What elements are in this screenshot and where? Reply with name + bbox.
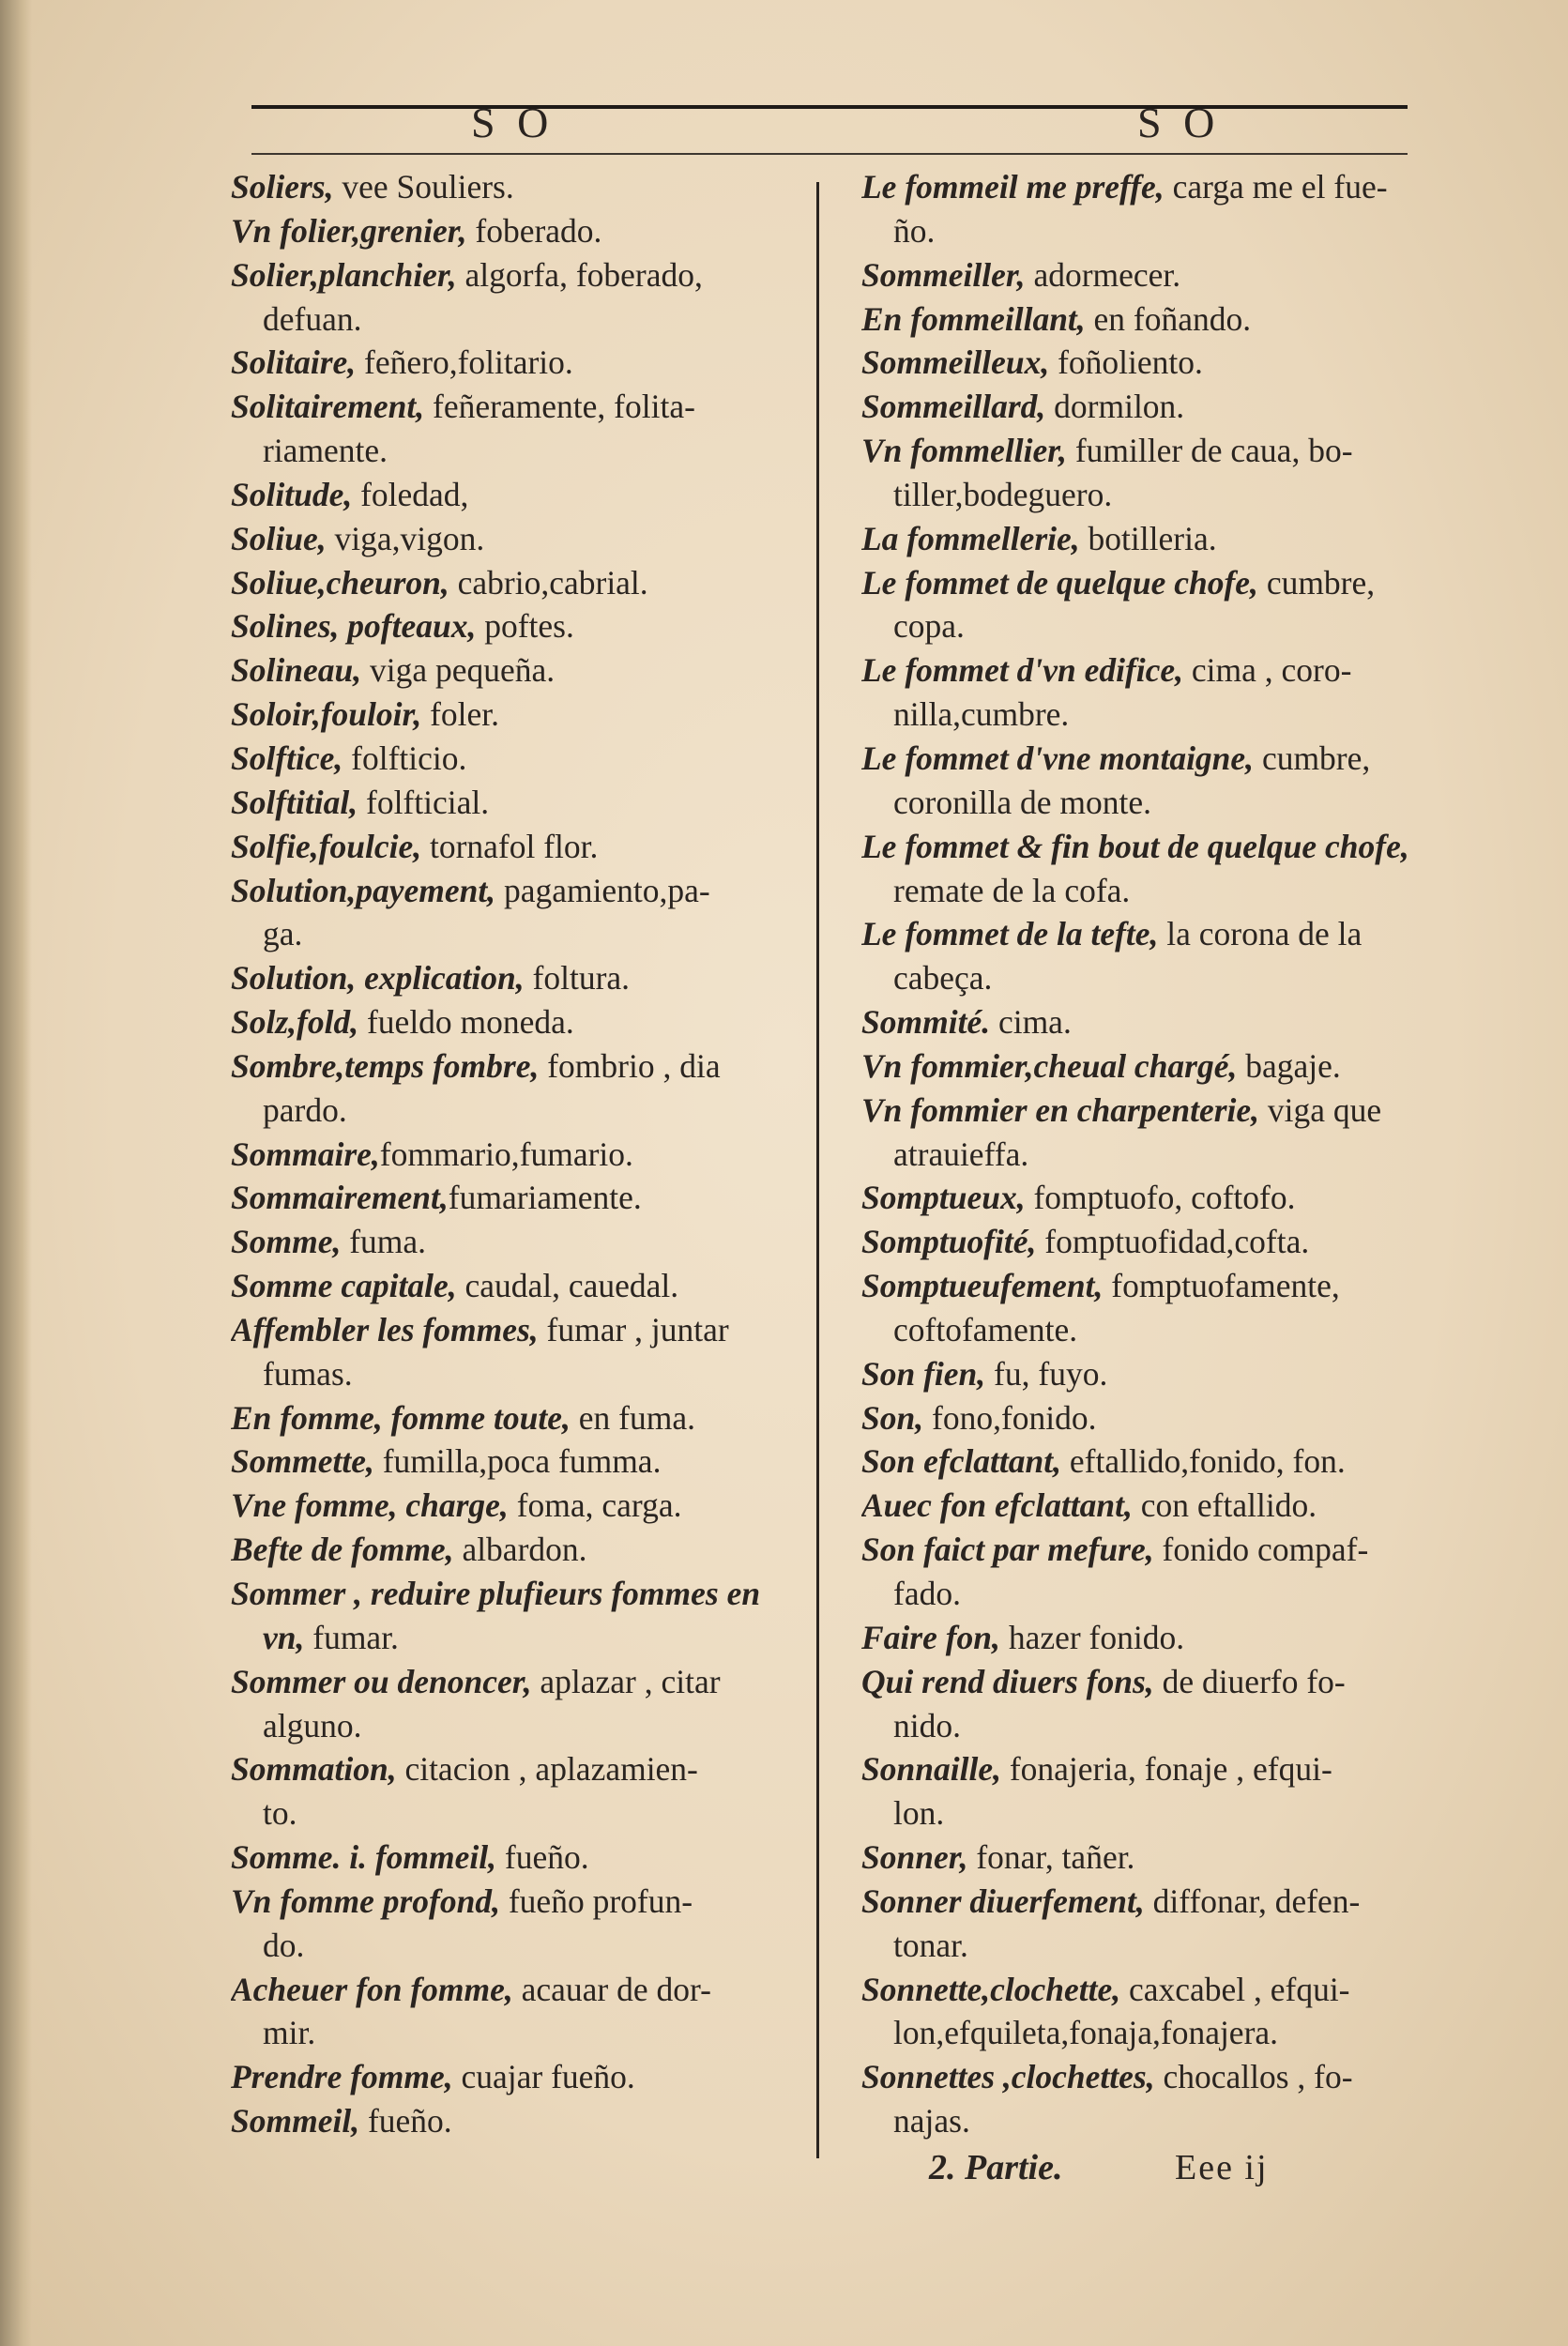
dictionary-entry	[861, 1396, 1434, 1440]
entry-headword: Sommette,	[231, 1442, 374, 1481]
entry-definition: viga,vigon.	[326, 519, 485, 557]
dictionary-entry	[861, 1176, 1434, 1220]
entry-definition: fomptuofo, coftofo.	[1025, 1179, 1296, 1217]
entry-definition: lon,efquileta,fonaja,fonajera.	[893, 2014, 1279, 2052]
dictionary-entry	[861, 561, 1434, 605]
entry-definition: folfticio.	[343, 739, 467, 777]
entry-definition: tiller,bodeguero.	[893, 475, 1113, 513]
entry-definition: cima , coro-	[1183, 651, 1352, 690]
entry-definition: en fuma.	[570, 1398, 695, 1437]
entry-definition: cabrio,cabrial.	[449, 563, 648, 602]
entry-definition: en foñando.	[1085, 299, 1252, 338]
dictionary-entry	[231, 253, 803, 297]
dictionary-entry	[231, 737, 803, 781]
entry-continuation	[231, 1616, 803, 1660]
entry-definition: carga me el fue-	[1164, 168, 1388, 206]
entry-definition: foma, carga.	[508, 1486, 682, 1525]
entry-continuation	[231, 1089, 803, 1133]
running-head-right: S O	[1137, 99, 1221, 146]
entry-definition: fueño.	[496, 1838, 589, 1877]
entry-definition: algorfa, foberado,	[456, 255, 703, 294]
entry-headword: Sommeiller,	[861, 255, 1026, 294]
entry-definition: botilleria.	[1079, 519, 1217, 557]
entry-definition: caudal, cauedal.	[456, 1267, 679, 1305]
entry-definition: aplazar , citar	[531, 1662, 721, 1700]
entry-headword: Sommité.	[861, 1003, 991, 1042]
entry-headword: Auec fon efclattant,	[861, 1486, 1133, 1525]
dictionary-entry	[861, 825, 1434, 869]
entry-definition: fumiller de caua, bo-	[1066, 432, 1353, 470]
entry-definition: riamente.	[263, 432, 388, 470]
entry-definition: fumariamente.	[448, 1179, 642, 1217]
entry-definition: mir.	[263, 2014, 316, 2052]
entry-headword: Sommairement,	[231, 1179, 449, 1217]
entry-headword: Qui rend diuers fons,	[861, 1662, 1154, 1700]
entry-definition: vee Souliers.	[333, 168, 514, 206]
dictionary-entry	[861, 429, 1434, 473]
dictionary-entry	[861, 1220, 1434, 1264]
dictionary-entry	[861, 2055, 1434, 2099]
entry-continuation	[861, 956, 1434, 1000]
entry-definition: foler.	[421, 695, 500, 734]
entry-headword: Sombre,temps fombre,	[231, 1046, 540, 1085]
entry-continuation	[861, 1133, 1434, 1177]
dictionary-entry	[861, 1836, 1434, 1880]
entry-continuation	[861, 1704, 1434, 1748]
entry-definition: copa.	[893, 607, 965, 646]
entry-continuation	[231, 912, 803, 956]
entry-definition: feñeramente, folita-	[424, 388, 695, 426]
dictionary-entry	[231, 1396, 803, 1440]
entry-definition: cumbre,	[1257, 563, 1376, 602]
entry-definition: coronilla de monte.	[893, 783, 1152, 821]
entry-headword: Solineau,	[231, 651, 362, 690]
dictionary-entry	[231, 1133, 803, 1177]
dictionary-entry	[231, 1528, 803, 1572]
entry-continuation	[861, 473, 1434, 517]
dictionary-entry	[231, 2099, 803, 2143]
dictionary-entry	[861, 1440, 1434, 1484]
entry-headword: Sonnettes ,clochettes,	[861, 2058, 1155, 2096]
dictionary-entry	[861, 385, 1434, 429]
entry-headword: Befte de fomme,	[231, 1531, 454, 1569]
entry-headword: Vn fommier en charpenterie,	[861, 1090, 1260, 1129]
entry-definition: folfticial.	[358, 783, 490, 821]
header-rule-thin	[251, 153, 1408, 155]
entry-definition: foberado.	[466, 211, 602, 250]
part-label: 2. Partie.	[929, 2148, 1063, 2187]
entry-headword: Somme. i. fommeil,	[231, 1838, 496, 1877]
entry-definition: fomptuofidad,cofta.	[1036, 1223, 1310, 1261]
dictionary-entry	[861, 1089, 1434, 1133]
entry-definition: pagamiento,pa-	[495, 871, 710, 909]
entry-definition: feñero,folitario.	[356, 343, 573, 382]
entry-headword: Le fommet d'vn edifice,	[861, 651, 1184, 690]
entry-continuation	[861, 1572, 1434, 1616]
left-column	[231, 165, 803, 2143]
entry-headword: Solier,planchier,	[231, 255, 457, 294]
entry-definition: fombrio , dia	[539, 1046, 721, 1085]
entry-definition: to.	[263, 1794, 297, 1833]
entry-headword: Son fien,	[861, 1354, 986, 1393]
entry-continuation	[231, 1924, 803, 1968]
dictionary-entry	[861, 165, 1434, 209]
dictionary-entry	[861, 1968, 1434, 2012]
dictionary-entry	[231, 825, 803, 869]
entry-definition: foltura.	[524, 959, 631, 998]
entry-definition: fumilla,poca fumma.	[373, 1442, 662, 1481]
entry-headword: Sommeil,	[231, 2102, 360, 2140]
entry-headword: En fomme, fomme toute,	[231, 1398, 571, 1437]
dictionary-entry	[231, 473, 803, 517]
entry-definition: fumar.	[304, 1618, 399, 1656]
entry-definition: hazer fonido.	[999, 1618, 1185, 1656]
dictionary-entry	[861, 297, 1434, 342]
entry-headword: Soliue,	[231, 519, 327, 557]
entry-definition: citacion , aplazamien-	[396, 1750, 698, 1789]
entry-definition: chocallos , fo-	[1154, 2058, 1353, 2096]
dictionary-entry	[861, 1000, 1434, 1044]
dictionary-entry	[231, 1836, 803, 1880]
entry-headword: Solfie,foulcie,	[231, 827, 422, 865]
entry-continuation	[861, 1791, 1434, 1836]
entry-headword: Le fommeil me preffe,	[861, 168, 1165, 206]
entry-headword: Sommer , reduire plufieurs fommes en	[231, 1575, 761, 1612]
dictionary-entry	[231, 1440, 803, 1484]
dictionary-entry	[231, 341, 803, 385]
entry-definition: pardo.	[263, 1090, 347, 1129]
entry-headword: Sonnette,clochette,	[861, 1970, 1121, 2008]
entry-definition: fomptuofamente,	[1103, 1267, 1340, 1305]
signature-mark: Eee ij	[1174, 2148, 1269, 2187]
entry-continuation	[861, 1308, 1434, 1352]
dictionary-entry	[861, 1660, 1434, 1704]
entry-definition: fumas.	[263, 1354, 353, 1393]
dictionary-entry	[231, 1484, 803, 1528]
dictionary-entry	[231, 869, 803, 913]
dictionary-entry	[231, 1000, 803, 1044]
entry-definition: fono,fonido.	[923, 1398, 1097, 1437]
entry-headword: Son efclattant,	[861, 1442, 1062, 1481]
page-footer	[929, 2147, 1269, 2188]
entry-continuation	[861, 604, 1434, 648]
entry-headword: Soliers,	[231, 168, 334, 206]
dictionary-entry	[231, 1747, 803, 1791]
entry-definition: fommario,fumario.	[379, 1135, 633, 1173]
entry-continuation	[231, 1791, 803, 1836]
entry-definition: fuma.	[341, 1223, 427, 1261]
entry-definition: alguno.	[263, 1706, 362, 1744]
entry-definition: fueño profun-	[499, 1881, 693, 1920]
running-head-left: S O	[471, 99, 555, 146]
dictionary-entry	[231, 1308, 803, 1352]
entry-definition: la corona de la	[1158, 915, 1362, 953]
entry-continuation	[231, 1704, 803, 1748]
dictionary-entry	[231, 648, 803, 693]
entry-headword: Somptueufement,	[861, 1267, 1104, 1305]
entry-definition: lon.	[893, 1794, 945, 1833]
entry-definition: ga.	[263, 915, 303, 953]
entry-headword: Son faict par mefure,	[861, 1531, 1154, 1569]
entry-definition: defuan.	[263, 299, 362, 338]
entry-headword: Sommer ou denoncer,	[231, 1662, 532, 1700]
entry-headword: Sonnaille,	[861, 1750, 1001, 1789]
entry-definition: coftofamente.	[893, 1310, 1078, 1348]
dictionary-entry	[231, 1264, 803, 1308]
dictionary-entry	[231, 1968, 803, 2012]
dictionary-entry	[231, 385, 803, 429]
entry-definition: nido.	[893, 1706, 961, 1744]
entry-headword: Solitaire,	[231, 343, 357, 382]
entry-definition: acauar de dor-	[512, 1970, 711, 2008]
dictionary-entry	[861, 1616, 1434, 1660]
entry-definition: de diuerfo fo-	[1153, 1662, 1346, 1700]
entry-headword: Solitude,	[231, 475, 353, 513]
entry-definition: foledad,	[352, 475, 469, 513]
dictionary-entry	[861, 912, 1434, 956]
dictionary-entry	[231, 1220, 803, 1264]
entry-headword: Le fommet de quelque chofe,	[861, 563, 1258, 602]
page-gutter-shadow	[0, 0, 32, 2346]
dictionary-entry	[861, 1528, 1434, 1572]
entry-continuation	[861, 2099, 1434, 2143]
entry-continuation	[861, 2011, 1434, 2055]
entry-continuation	[861, 693, 1434, 737]
entry-headword: Somme,	[231, 1223, 342, 1261]
dictionary-entry	[231, 693, 803, 737]
entry-definition: cumbre,	[1254, 739, 1371, 777]
entry-definition: fonar, tañer.	[967, 1838, 1135, 1877]
dictionary-entry	[231, 1660, 803, 1704]
entry-definition: ño.	[893, 211, 936, 250]
entry-definition: fu, fuyo.	[985, 1354, 1108, 1393]
dictionary-entry	[231, 781, 803, 825]
entry-continuation	[861, 1924, 1434, 1968]
entry-definition: viga pequeña.	[361, 651, 556, 690]
entry-headword: Sommaire,	[231, 1135, 380, 1173]
entry-continuation	[861, 869, 1434, 913]
entry-definition: albardon.	[453, 1531, 587, 1569]
entry-headword: vn,	[263, 1618, 305, 1656]
dictionary-entry	[861, 1484, 1434, 1528]
dictionary-entry	[231, 1176, 803, 1220]
entry-headword: Somptuofité,	[861, 1223, 1037, 1261]
dictionary-entry	[861, 737, 1434, 781]
entry-continuation	[231, 429, 803, 473]
entry-definition: fumar , juntar	[538, 1310, 729, 1348]
entry-definition: cabeça.	[893, 959, 993, 998]
entry-definition: tornafol flor.	[421, 827, 599, 865]
entry-headword: Sonner diuerfement,	[861, 1881, 1145, 1920]
entry-headword: Solines, pofteaux,	[231, 607, 477, 646]
dictionary-entry	[861, 1880, 1434, 1924]
dictionary-entry	[231, 956, 803, 1000]
entry-continuation	[231, 297, 803, 342]
entry-headword: Soloir,fouloir,	[231, 695, 422, 734]
entry-headword: Solftitial,	[231, 783, 358, 821]
entry-continuation	[861, 209, 1434, 253]
entry-definition: con eftallido.	[1132, 1486, 1317, 1525]
dictionary-entry	[231, 165, 803, 209]
entry-definition: fonido compaf-	[1153, 1531, 1369, 1569]
right-column	[861, 165, 1434, 2143]
entry-headword: Solz,fold,	[231, 1003, 359, 1042]
dictionary-entry	[231, 604, 803, 648]
entry-headword: Somptueux,	[861, 1179, 1026, 1217]
entry-definition: cima.	[990, 1003, 1072, 1042]
entry-headword: Vne fomme, charge,	[231, 1486, 509, 1525]
entry-headword: Vn fommier,cheual chargé,	[861, 1046, 1238, 1085]
dictionary-entry	[861, 341, 1434, 385]
dictionary-entry	[231, 1044, 803, 1089]
header-rule	[251, 105, 1408, 109]
entry-definition: foñoliento.	[1049, 343, 1203, 382]
entry-continuation	[231, 2011, 803, 2055]
dictionary-entry	[861, 253, 1434, 297]
entry-definition: eftallido,fonido, fon.	[1061, 1442, 1346, 1481]
entry-headword: Acheuer fon fomme,	[231, 1970, 513, 2008]
entry-definition: bagaje.	[1237, 1046, 1341, 1085]
entry-continuation	[231, 1352, 803, 1396]
entry-headword: La fommellerie,	[861, 519, 1080, 557]
entry-continuation	[861, 781, 1434, 825]
entry-definition: fonajeria, fonaje , efqui-	[1000, 1750, 1332, 1789]
dictionary-entry	[231, 2055, 803, 2099]
entry-headword: Faire fon,	[861, 1618, 1000, 1656]
entry-headword: Solution, explication,	[231, 959, 525, 998]
entry-headword: Sommeillard,	[861, 388, 1046, 426]
entry-headword: Son,	[861, 1398, 924, 1437]
entry-definition: tonar.	[893, 1926, 968, 1964]
entry-headword: Solftice,	[231, 739, 343, 777]
entry-headword: Soliue,cheuron,	[231, 563, 449, 602]
entry-definition: cuajar fueño.	[452, 2058, 635, 2096]
entry-headword: Le fommet & fin bout de quelque chofe,	[861, 827, 1409, 865]
entry-headword: Vn folier,grenier,	[231, 211, 467, 250]
entry-definition: do.	[263, 1926, 305, 1964]
dictionary-entry	[231, 517, 803, 561]
dictionary-entry	[231, 1572, 803, 1616]
entry-definition: poftes.	[476, 607, 574, 646]
column-divider	[816, 182, 819, 2158]
entry-definition: atrauieffa.	[893, 1135, 1029, 1173]
entry-headword: Somme capitale,	[231, 1267, 457, 1305]
entry-definition: fueldo moneda.	[358, 1003, 574, 1042]
entry-headword: Le fommet d'vne montaigne,	[861, 739, 1255, 777]
entry-headword: Sommeilleux,	[861, 343, 1050, 382]
entry-definition: diffonar, defen-	[1144, 1881, 1361, 1920]
entry-definition: viga que	[1259, 1090, 1382, 1129]
dictionary-entry	[861, 1044, 1434, 1089]
entry-headword: Vn fommellier,	[861, 432, 1067, 470]
entry-headword: Solitairement,	[231, 388, 425, 426]
dictionary-entry	[231, 561, 803, 605]
dictionary-entry	[861, 1747, 1434, 1791]
entry-headword: En fommeillant,	[861, 299, 1086, 338]
dictionary-entry	[861, 517, 1434, 561]
entry-headword: Sonner,	[861, 1838, 968, 1877]
entry-definition: fueño.	[359, 2102, 452, 2140]
entry-headword: Solution,payement,	[231, 871, 496, 909]
dictionary-entry	[861, 1264, 1434, 1308]
entry-headword: Sommation,	[231, 1750, 397, 1789]
entry-definition: caxcabel , efqui-	[1120, 1970, 1350, 2008]
entry-definition: najas.	[893, 2102, 970, 2140]
entry-headword: Prendre fomme,	[231, 2058, 453, 2096]
entry-headword: Le fommet de la tefte,	[861, 915, 1159, 953]
entry-definition: adormecer.	[1025, 255, 1181, 294]
entry-headword: Affembler les fommes,	[231, 1310, 539, 1348]
entry-definition: dormilon.	[1045, 388, 1185, 426]
dictionary-entry	[861, 648, 1434, 693]
entry-definition: remate de la cofa.	[893, 871, 1131, 909]
entry-definition: fado.	[893, 1575, 961, 1612]
entry-definition: nilla,cumbre.	[893, 695, 1070, 734]
dictionary-entry	[861, 1352, 1434, 1396]
dictionary-entry	[231, 209, 803, 253]
entry-headword: Vn fomme profond,	[231, 1881, 500, 1920]
dictionary-entry	[231, 1880, 803, 1924]
